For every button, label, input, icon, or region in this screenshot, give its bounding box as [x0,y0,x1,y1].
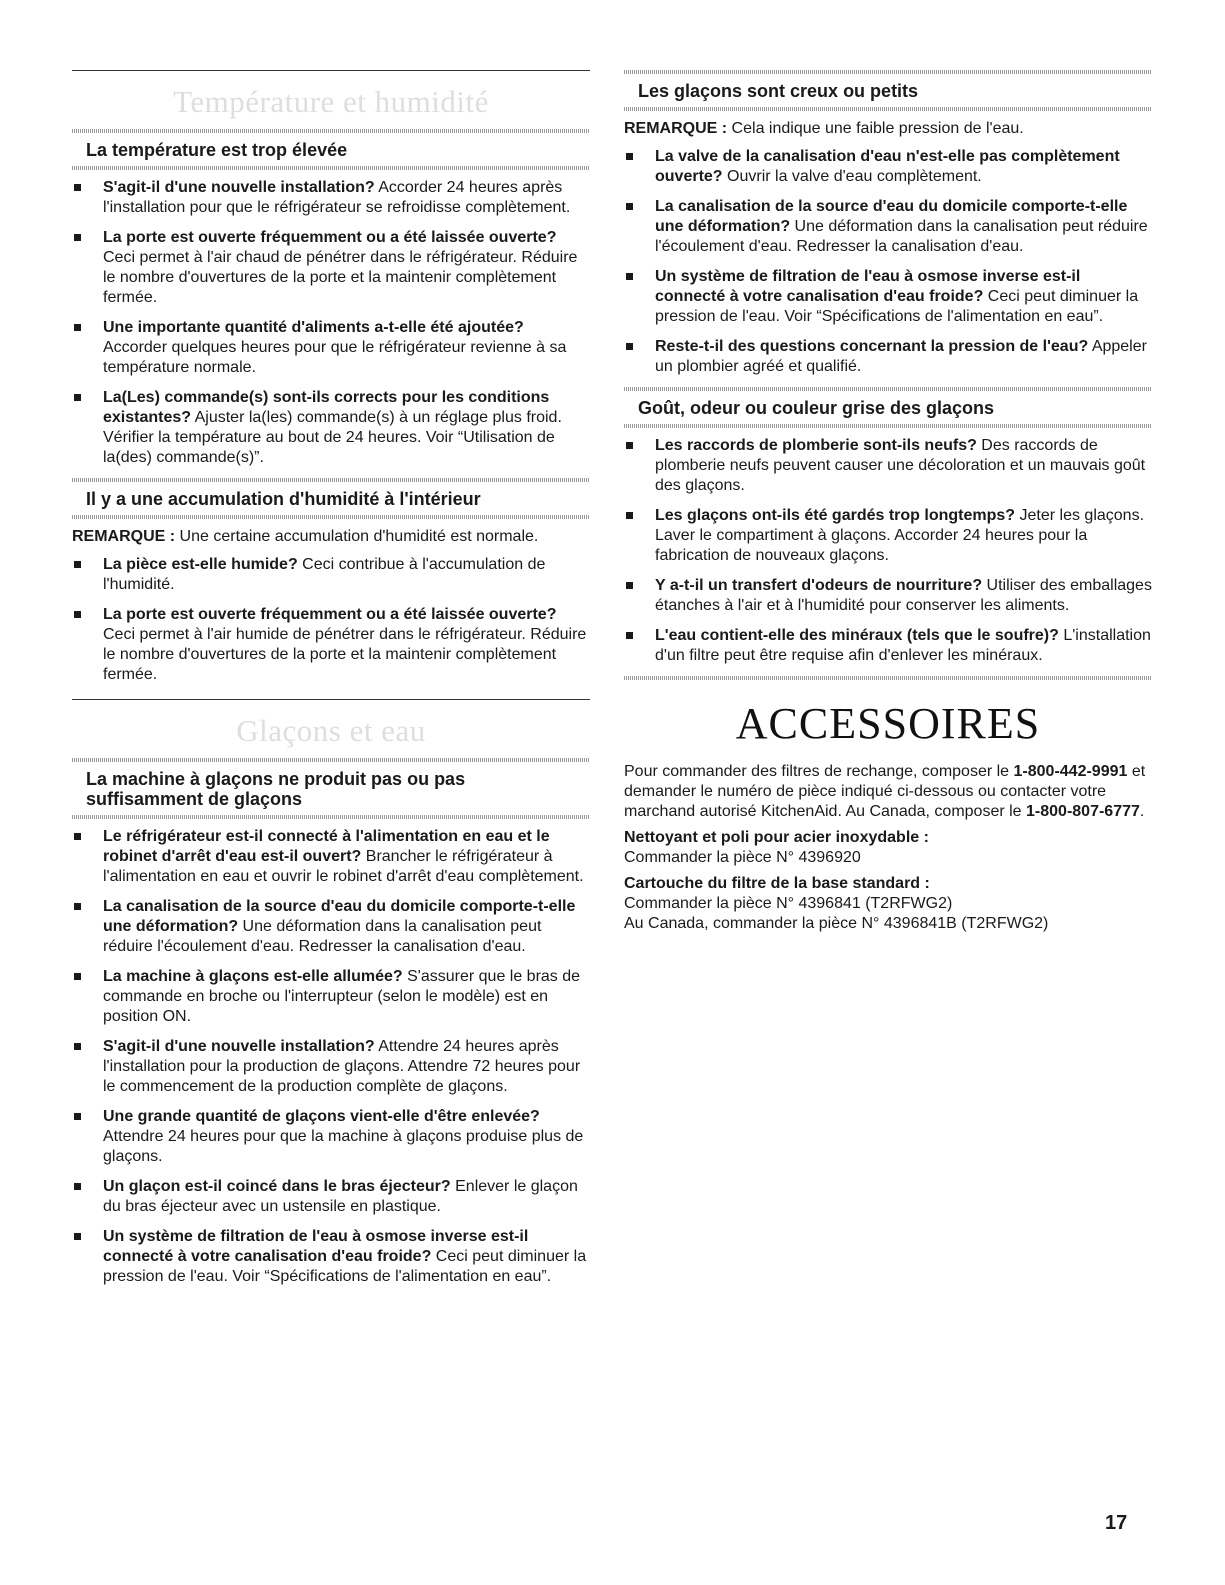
list-taste-odor [624,436,1152,666]
bullet-icon [74,394,81,401]
item-answer: Utiliser des emballages étanches à l'air et à l'humidité pour conserver les aliments. [655,577,1152,614]
note-humidity [72,527,590,547]
item-answer: Une déformation dans la canalisation peut réduire l'écoulement d'eau. Redresser la canalisation d'eau. [103,918,542,955]
item-answer: S'assurer que le bras de commande en broche ou l'interrupteur (selon le modèle) est en position ON. [103,968,581,1025]
item-answer: Attendre 24 heures après l'installation pour la production de glaçons. Attendre 72 heures pour le commencement de la production complète de glaçons. [103,1038,581,1095]
item-question: La machine à glaçons est-elle allumée? [103,968,403,985]
item-question: La pièce est-elle humide? [103,556,298,573]
list-item [624,197,1152,257]
item-answer: Des raccords de plomberie neufs peuvent causer une décoloration et un mauvais goût des glaçons. [655,437,1146,494]
hatch-divider [72,815,590,819]
hatch-divider [624,107,1152,111]
note-hollow-ice [624,119,1152,139]
list-item [72,967,590,1027]
list-item [72,1107,590,1167]
item-answer: Ajuster la(les) commande(s) à un réglage plus froid. Vérifier la température au bout de 24 heures. Voir “Utilisation de la(des) commande(s)”. [103,409,562,466]
item-answer: Ceci permet à l'air chaud de pénétrer dans le réfrigérateur. Réduire le nombre d'ouvertures de la porte et la maintenir complètement fermée. [103,249,578,306]
note-text: Cela indique une faible pression de l'eau. [727,120,1024,137]
heading-temperature-too-high: La température est trop élevée [86,140,348,160]
item-answer: Accorder quelques heures pour que le réfrigérateur revienne à sa température normale. [103,339,567,376]
item-question: Une grande quantité de glaçons vient-elle d'être enlevée? [103,1108,540,1125]
list-item [624,506,1152,566]
list-humidity [72,555,590,685]
section-title-temperature: Température et humidité [173,84,489,119]
item-answer: Appeler un plombier agréé et qualifié. [655,338,1147,375]
bullet-icon [74,1233,81,1240]
heading-line: La machine à glaçons ne produit pas ou pas [86,769,466,789]
page-number: 17 [1105,1512,1128,1534]
bullet-icon [626,442,633,449]
cartridge-part-canada: Au Canada, commander la pièce N° 4396841B (T2RFWG2) [624,915,1049,932]
bullet-icon [626,512,633,519]
bullet-icon [74,234,81,241]
item-question: Les raccords de plomberie sont-ils neufs? [655,437,977,454]
hatch-divider [72,166,590,170]
cleaner-part: Commander la pièce N° 4396920 [624,849,861,866]
item-question: La canalisation de la source d'eau du domicile comporte-t-elle une déformation? [103,898,576,935]
bullet-icon [74,1043,81,1050]
note-label: REMARQUE : [624,120,728,137]
intro-text: Pour commander des filtres de rechange, composer le [624,763,1014,780]
hatch-divider [624,424,1152,428]
bullet-icon [626,343,633,350]
list-item [624,576,1152,616]
heading-taste-odor: Goût, odeur ou couleur grise des glaçons [638,398,995,418]
item-question: La(Les) commande(s) sont-ils corrects pour les conditions existantes? [103,389,550,426]
bullet-icon [626,153,633,160]
list-item [72,827,590,887]
list-item [72,388,590,468]
bullet-icon [74,324,81,331]
item-question: Reste-t-il des questions concernant la pression de l'eau? [655,338,1089,355]
list-ice-maker [72,827,590,1287]
note-label: REMARQUE : [72,528,176,545]
item-question: Le réfrigérateur est-il connecté à l'alimentation en eau et le robinet d'arrêt d'eau est-il ouvert? [103,828,550,865]
bullet-icon [74,1113,81,1120]
item-question: La porte est ouverte fréquemment ou a été laissée ouverte? [103,606,557,623]
intro-text: . [1139,803,1145,820]
bullet-icon [626,203,633,210]
item-answer: Ceci peut diminuer la pression de l'eau. Voir “Spécifications de l'alimentation en eau”. [103,1248,587,1285]
item-question: La porte est ouverte fréquemment ou a été laissée ouverte? [103,229,557,246]
list-temperature-too-high [72,178,590,468]
bullet-icon [74,833,81,840]
phone-number-canada: 1-800-807-6777 [1026,803,1140,820]
item-answer: Jeter les glaçons. Laver le compartiment à glaçons. Accorder 24 heures pour la fabrication de nouveaux glaçons. [655,507,1145,564]
bullet-icon [74,973,81,980]
bullet-icon [626,632,633,639]
item-question: Un système de filtration de l'eau à osmose inverse est-il connecté à votre canalisation d'eau froide? [655,268,1081,305]
bullet-icon [74,611,81,618]
list-item [624,147,1152,187]
item-answer: Une déformation dans la canalisation peut réduire l'écoulement d'eau. Redresser la canalisation d'eau. [655,218,1148,255]
intro-text: et demander le numéro de pièce indiqué ci-dessous ou contacter votre marchand autorisé KitchenAid. Au Canada, composer le [624,763,1146,820]
accessories-title: ACCESSOIRES [735,699,1041,748]
cartridge-part: Commander la pièce N° 4396841 (T2RFWG2) [624,895,953,912]
item-answer: Ceci contribue à l'accumulation de l'humidité. [103,556,546,593]
phone-number-us: 1-800-442-9991 [1013,763,1128,780]
list-item [72,318,590,378]
list-item [72,228,590,308]
list-hollow-ice [624,147,1152,377]
hatch-divider [72,515,590,519]
list-item [624,626,1152,666]
bullet-icon [74,1183,81,1190]
item-answer: Attendre 24 heures pour que la machine à glaçons produise plus de glaçons. [103,1128,584,1165]
accessories-intro [624,762,1152,822]
item-question: La canalisation de la source d'eau du domicile comporte-t-elle une déformation? [655,198,1128,235]
list-item [72,1037,590,1097]
item-question: La valve de la canalisation d'eau n'est-elle pas complètement ouverte? [655,148,1120,185]
list-item [624,267,1152,327]
heading-ice-maker [72,762,590,815]
item-question: Un glaçon est-il coincé dans le bras éjecteur? [103,1178,451,1195]
left-column [72,70,590,1297]
heading-line: suffisamment de glaçons [86,789,303,809]
item-answer: Ceci peut diminuer la pression de l'eau. Voir “Spécifications de l'alimentation en eau”. [655,288,1139,325]
list-item [72,555,590,595]
item-question: L'eau contient-elle des minéraux (tels que le soufre)? [655,627,1059,644]
hatch-divider [624,676,1152,680]
list-item [72,1177,590,1217]
item-question: S'agit-il d'une nouvelle installation? [103,179,375,196]
bullet-icon [74,561,81,568]
item-answer: L'installation d'un filtre peut être requise afin d'enlever les minéraux. [655,627,1151,664]
item-question: Les glaçons ont-ils été gardés trop longtemps? [655,507,1016,524]
item-question: Un système de filtration de l'eau à osmose inverse est-il connecté à votre canalisation d'eau froide? [103,1228,529,1265]
list-item [72,605,590,685]
item-answer: Accorder 24 heures après l'installation pour que le réfrigérateur se refroidisse complètement. [103,179,571,216]
list-item [72,178,590,218]
cleaner-label: Nettoyant et poli pour acier inoxydable : [624,829,929,846]
item-question: S'agit-il d'une nouvelle installation? [103,1038,375,1055]
item-question: Y a-t-il un transfert d'odeurs de nourriture? [655,577,983,594]
heading-humidity: Il y a une accumulation d'humidité à l'intérieur [86,489,481,509]
heading-hollow-ice: Les glaçons sont creux ou petits [638,81,919,101]
item-answer: Enlever le glaçon du bras éjecteur avec un ustensile en plastique. [103,1178,578,1215]
item-answer: Brancher le réfrigérateur à l'alimentation en eau et ouvrir le robinet d'arrêt d'eau complètement. [103,848,584,885]
list-item [72,897,590,957]
item-answer: Ouvrir la valve d'eau complètement. [722,168,982,185]
right-column [624,70,1152,934]
list-item [72,1227,590,1287]
list-item [624,436,1152,496]
list-item [624,337,1152,377]
note-text: Une certaine accumulation d'humidité est normale. [175,528,539,545]
bullet-icon [626,273,633,280]
item-answer: Ceci permet à l'air humide de pénétrer dans le réfrigérateur. Réduire le nombre d'ouvertures de la porte et la maintenir complètement fermée. [103,626,587,683]
cartridge-label: Cartouche du filtre de la base standard : [624,875,930,892]
section-title-ice: Glaçons et eau [236,713,426,748]
bullet-icon [74,184,81,191]
bullet-icon [74,903,81,910]
bullet-icon [626,582,633,589]
item-question: Une importante quantité d'aliments a-t-elle été ajoutée? [103,319,524,336]
